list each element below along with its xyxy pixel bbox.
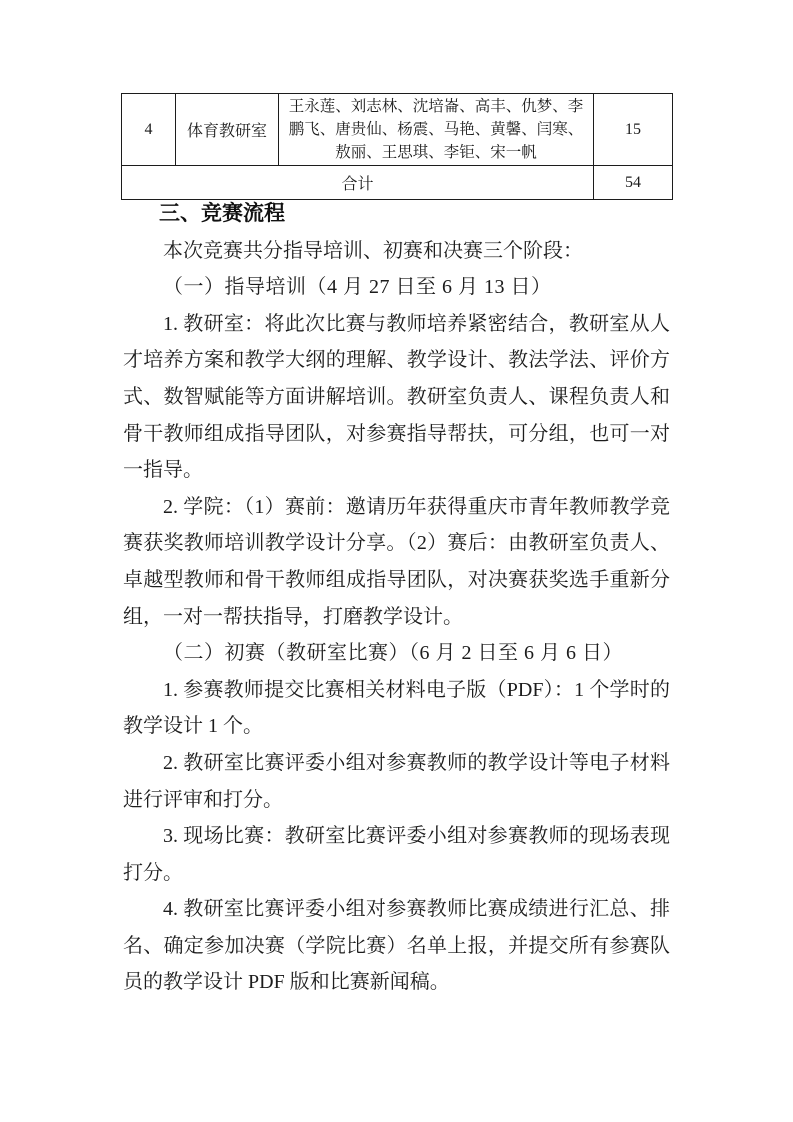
total-value-cell: 54 (594, 166, 673, 200)
table-row (122, 94, 673, 166)
total-label-cell: 合计 (122, 166, 594, 200)
subheading-phase2: （二）初赛（教研室比赛）（6 月 2 日至 6 月 6 日） (163, 642, 623, 665)
paragraph-intro: 本次竞赛共分指导培训、初赛和决赛三个阶段： (163, 239, 583, 262)
row-number-cell: 4 (122, 94, 176, 166)
paragraph-phase1-item2: 2. 学院：（1）赛前：邀请历年获得重庆市青年教师教学竞赛获奖教师培训教学设计分享。（2）赛后：由教研室负责人、卓越型教师和骨干教师组成指导团队，对决赛获奖选手重新分组，一对一帮扶指导，打磨教学设计。 (123, 495, 670, 628)
subheading-phase1: （一）指导培训（4 月 27 日至 6 月 13 日） (163, 276, 552, 299)
total-row (122, 166, 673, 200)
paragraph-phase1-item1: 1. 教研室：将此次比赛与教师培养紧密结合，教研室从人才培养方案和教学大纲的理解、教学设计、教法学法、评价方式、数智赋能等方面讲解培训。教研室负责人、课程负责人和骨干教师组成指导团队，对参赛指导帮扶，可分组，也可一对一指导。 (123, 312, 670, 482)
document-body (123, 196, 670, 1001)
count-cell: 15 (594, 94, 673, 166)
paragraph-phase2-item3: 3. 现场比赛：教研室比赛评委小组对参赛教师的现场表现打分。 (123, 825, 670, 884)
members-cell: 王永莲、刘志林、沈培崙、高丰、仇梦、李鹏飞、唐贵仙、杨震、马艳、黄馨、闫寒、敖丽、王思琪、李钜、宋一帆 (279, 94, 594, 166)
department-cell: 体育教研室 (176, 94, 279, 166)
participants-table (121, 93, 673, 200)
paragraph-phase2-item4: 4. 教研室比赛评委小组对参赛教师比赛成绩进行汇总、排名、确定参加决赛（学院比赛）名单上报，并提交所有参赛队员的教学设计 PDF 版和比赛新闻稿。 (123, 898, 670, 994)
paragraph-phase2-item2: 2. 教研室比赛评委小组对参赛教师的教学设计等电子材料进行评审和打分。 (123, 751, 670, 811)
section-heading: 三、竞赛流程 (159, 202, 285, 225)
paragraph-phase2-item1: 1. 参赛教师提交比赛相关材料电子版（PDF）：1 个学时的教学设计 1 个。 (123, 678, 670, 738)
